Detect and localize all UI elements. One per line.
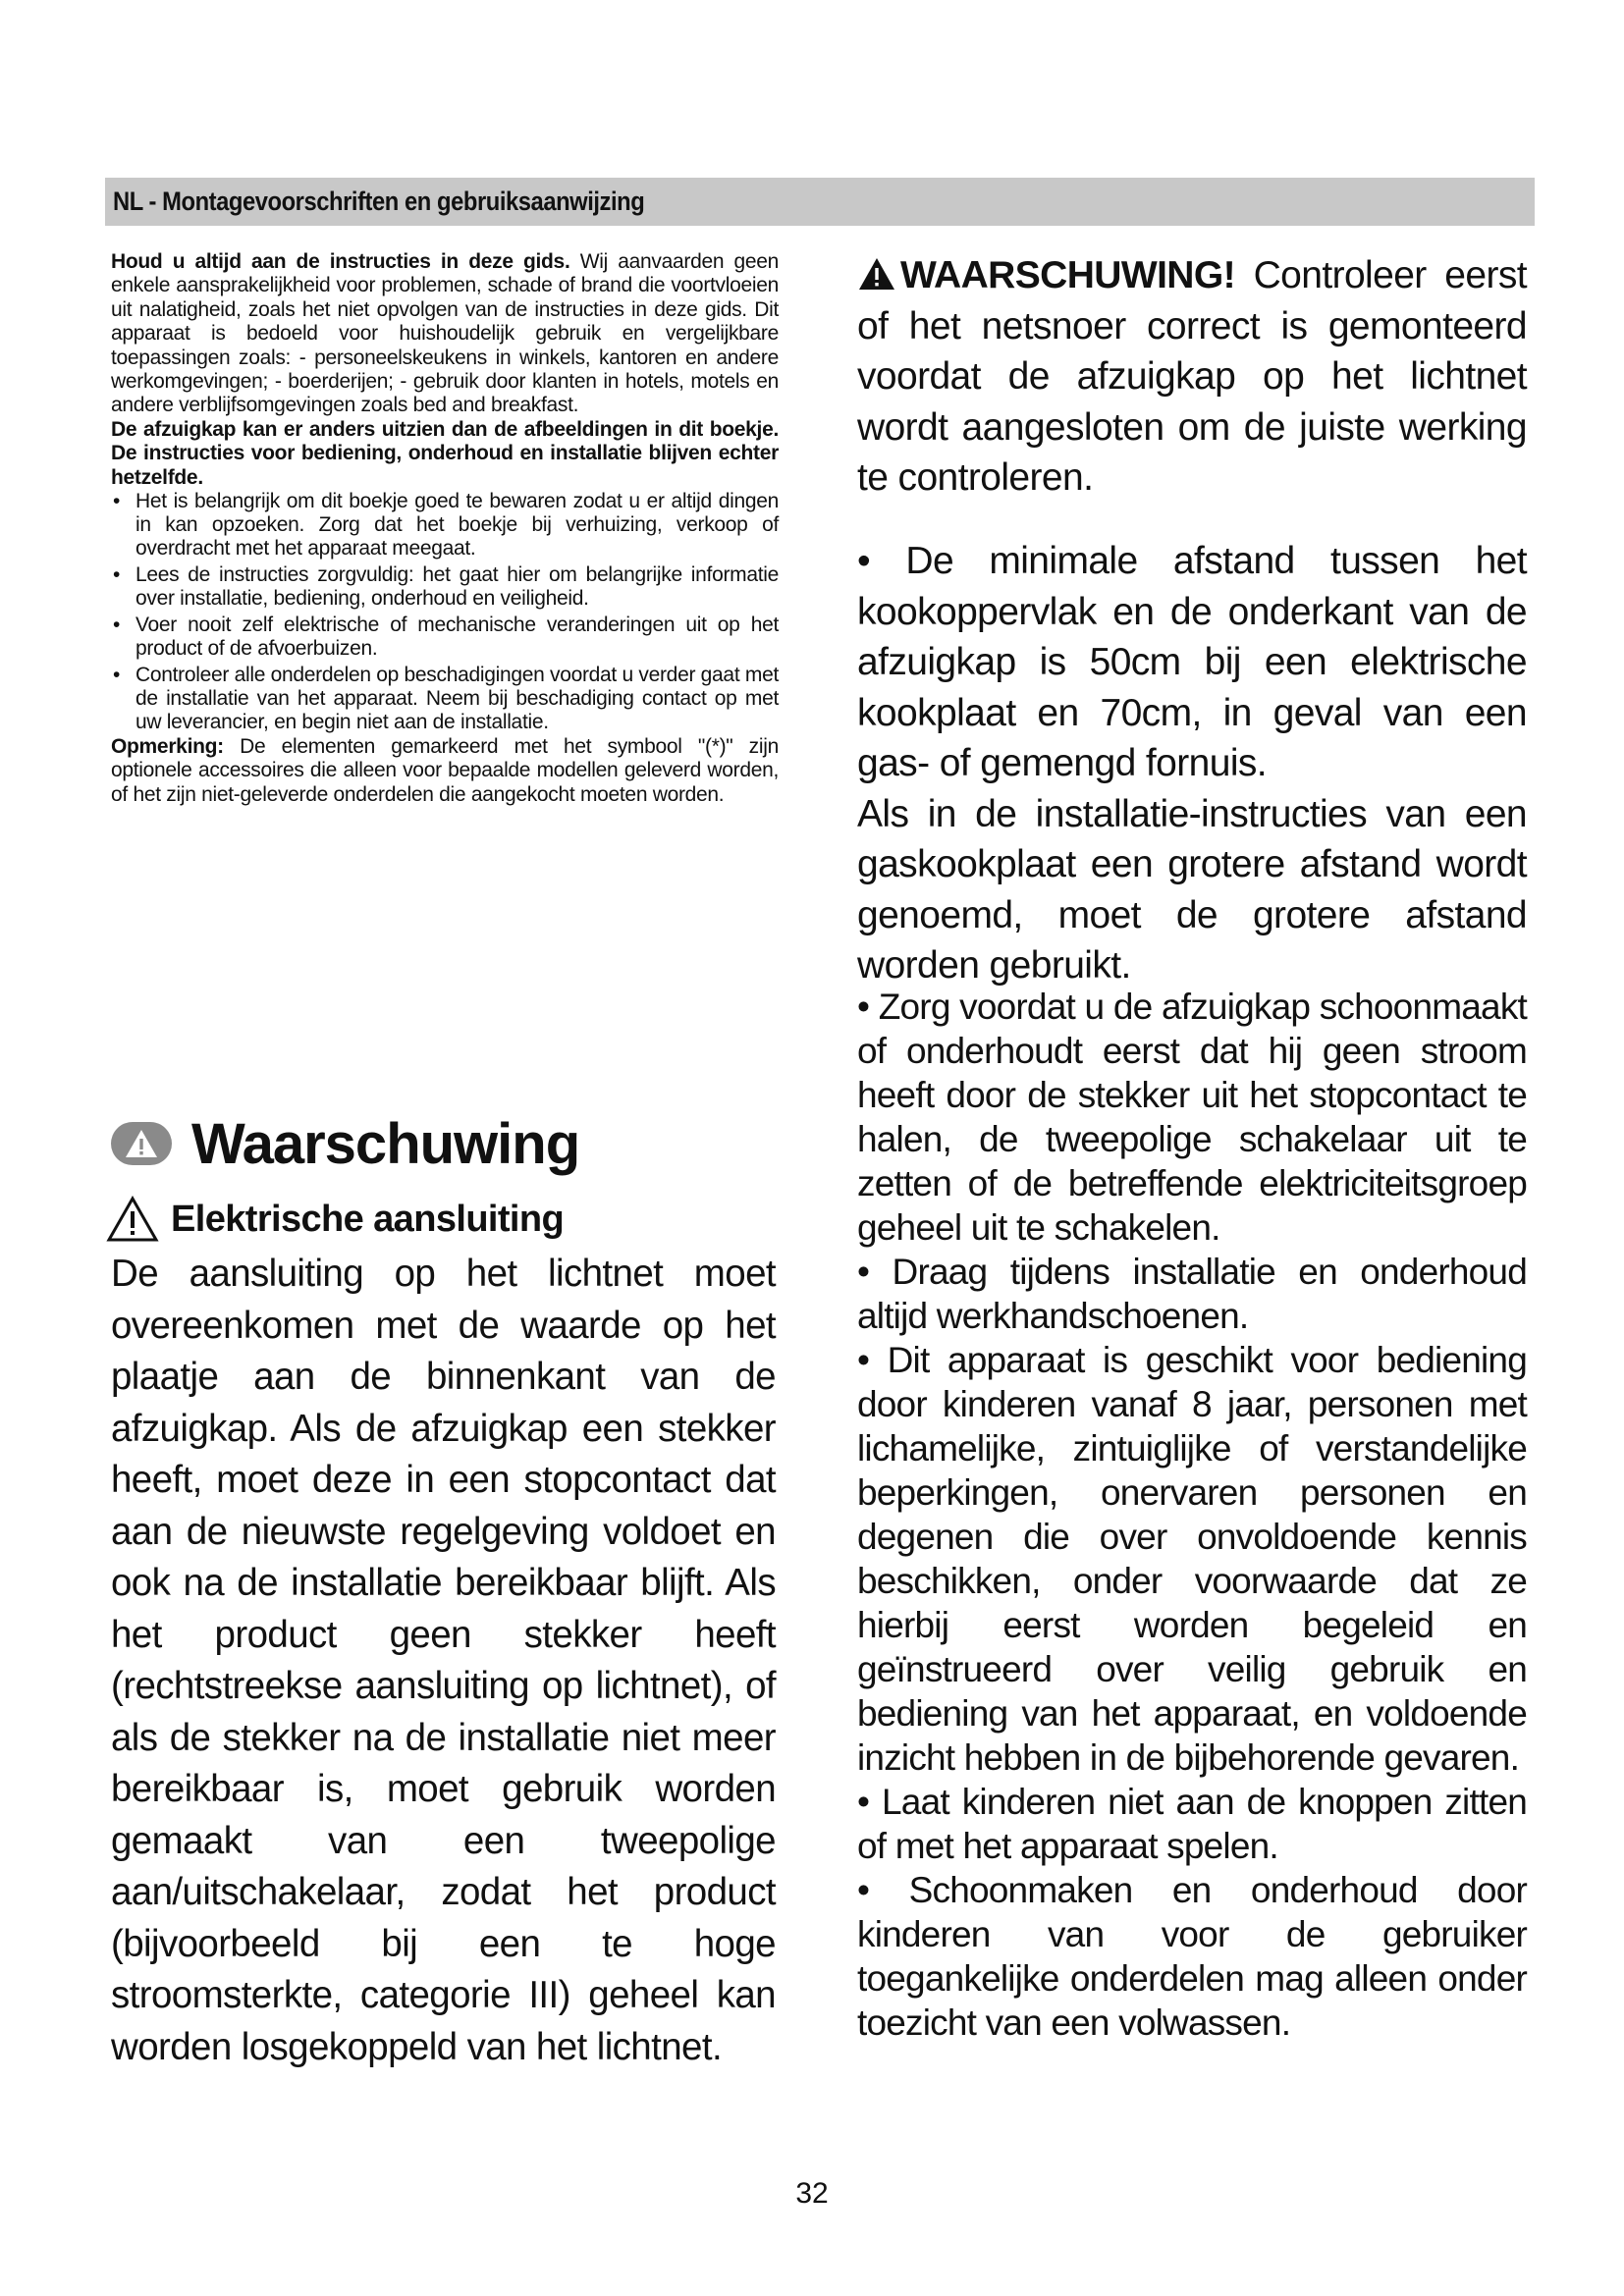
warning-heading — [111, 1109, 579, 1178]
intro-p2-bold: De afzuigkap kan er anders uitzien dan de afbeeldingen in dit boekje. De instructies voor bediening, onderhoud en installatie blijven echter hetzelfde. — [111, 417, 779, 489]
warning-label: WAARSCHUWING! — [900, 254, 1235, 296]
safety-bullet: • Laat kinderen niet aan de knoppen zitten of met het apparaat spelen. — [857, 1782, 1527, 1866]
section-header-bar — [105, 178, 1535, 226]
warning-circle-icon — [111, 1122, 172, 1165]
safety-bullets — [857, 985, 1527, 2045]
electrical-body: De aansluiting op het lichtnet moet overeenkomen met de waarde op het plaatje aan de binnenkant van de afzuigkap. Als de afzuigkap een stekker heeft, moet deze in een stopcontact dat aan de nieuwste regelgeving voldoet en ook na de installatie bereikbaar blijft. Als het product geen stekker heeft (rechtstreekse aansluiting op lichtnet), of als de stekker na de installatie niet meer bereikbaar is, moet gebruik worden gemaakt van een tweepolige aan/uitschakelaar, zodat het product (bijvoorbeeld bij een te hoge stroomsterkte, categorie III) geheel kan worden losgekoppeld van het lichtnet. — [111, 1253, 776, 2068]
warning-triangle-outline-icon — [106, 1196, 159, 1243]
intro-bullet-list — [111, 490, 779, 734]
distance-bullet: • De minimale afstand tussen het kookoppervlak en de onderkant van de afzuigkap is 50cm bij een elektrische kookplaat en 70cm, in geval van een gas- of gemengd fornuis. — [857, 540, 1527, 784]
intro-p1-text: Wij aanvaarden geen enkele aansprakelijkheid voor problemen, schade of brand die voortvloeien uit nalatigheid, zoals het niet opvolgen van de instructies in deze gids. Dit apparaat is bedoeld voor huishoudelijk gebruik en vergelijkbare toepassingen zoals: - personeelskeukens in winkels, kantoren en andere werkomgevingen; - boerderijen; - gebruik door klanten in hotels, motels en andere verblijfsomgevingen zoals bed and breakfast. — [111, 250, 779, 417]
intro-paragraph-2 — [111, 418, 779, 490]
warning-heading-title: Waarschuwing — [191, 1111, 580, 1176]
electrical-heading — [106, 1192, 564, 1247]
warning-text: Controleer eerst of het netsnoer correct is gemonteerd voordat de afzuigkap op het lichtnet wordt aangesloten om de juiste werking te controleren. — [857, 254, 1527, 499]
distance-gas-text: Als in de installatie-instructies van een gaskookplaat een grotere afstand wordt genoemd, moet de grotere afstand worden gebruikt. — [857, 792, 1527, 987]
note-text: De elementen gemarkeerd met het symbool "(*)" zijn optionele accessoires die alleen voor bepaalde modellen geleverd worden, of het zijn niet-geleverde onderdelen die aangekocht moeten worden. — [111, 735, 779, 806]
note-label: Opmerking: — [111, 735, 224, 759]
intro-bullet: • Het is belangrijk om dit boekje goed te bewaren zodat u er altijd dingen in kan opzoeken. Zorg dat het boekje bij verhuizing, verkoop of overdracht met het apparaat meegaat. — [111, 490, 779, 561]
safety-bullet: • Dit apparaat is geschikt voor bediening door kinderen vanaf 8 jaar, personen met lichamelijke, zintuiglijke of verstandelijke beperkingen, onervaren personen en degenen die over onvoldoende kennis beschikken, onder voorwaarde dat ze hierbij eerst worden begeleid en geïnstrueerd over veilig gebruik en bediening van het apparaat, en voldoende inzicht hebben in de bijbehorende gevaren. — [857, 1340, 1527, 1778]
intro-bullet: • Lees de instructies zorgvuldig: het gaat hier om belangrijke informatie over installatie, bediening, onderhoud en veiligheid. — [111, 563, 779, 611]
intro-block — [111, 250, 779, 807]
right-warning-paragraph — [857, 250, 1527, 504]
intro-p1-bold: Houd u altijd aan de instructies in deze gids. — [111, 250, 570, 273]
electrical-heading-title: Elektrische aansluiting — [171, 1198, 565, 1240]
intro-paragraph-1 — [111, 250, 779, 418]
page-number: 32 — [795, 2177, 829, 2210]
section-header-title: NL - Montagevoorschriften en gebruiksaanwijzing — [113, 187, 645, 216]
safety-bullet: • Schoonmaken en onderhoud door kinderen van voor de gebruiker toegankelijke onderdelen mag alleen onder toezicht van een volwassen. — [857, 1870, 1527, 2043]
intro-bullet: • Controleer alle onderdelen op beschadigingen voordat u verder gaat met de installatie van het apparaat. Neem bij beschadiging contact op met uw leverancier, en begin niet aan de installatie. — [111, 664, 779, 734]
intro-note — [111, 735, 779, 807]
safety-bullet: • Zorg voordat u de afzuigkap schoonmaakt of onderhoudt eerst dat hij geen stroom heeft door de stekker uit het stopcontact te halen, de tweepolige schakelaar uit te zetten of de betreffende elektriciteitsgroep geheel uit te schakelen. — [857, 987, 1527, 1248]
safety-bullet: • Draag tijdens installatie en onderhoud altijd werkhandschoenen. — [857, 1252, 1527, 1336]
distance-block — [857, 536, 1527, 991]
warning-triangle-icon — [857, 256, 896, 292]
intro-bullet: • Voer nooit zelf elektrische of mechanische veranderingen uit op het product of de afvoerbuizen. — [111, 614, 779, 661]
